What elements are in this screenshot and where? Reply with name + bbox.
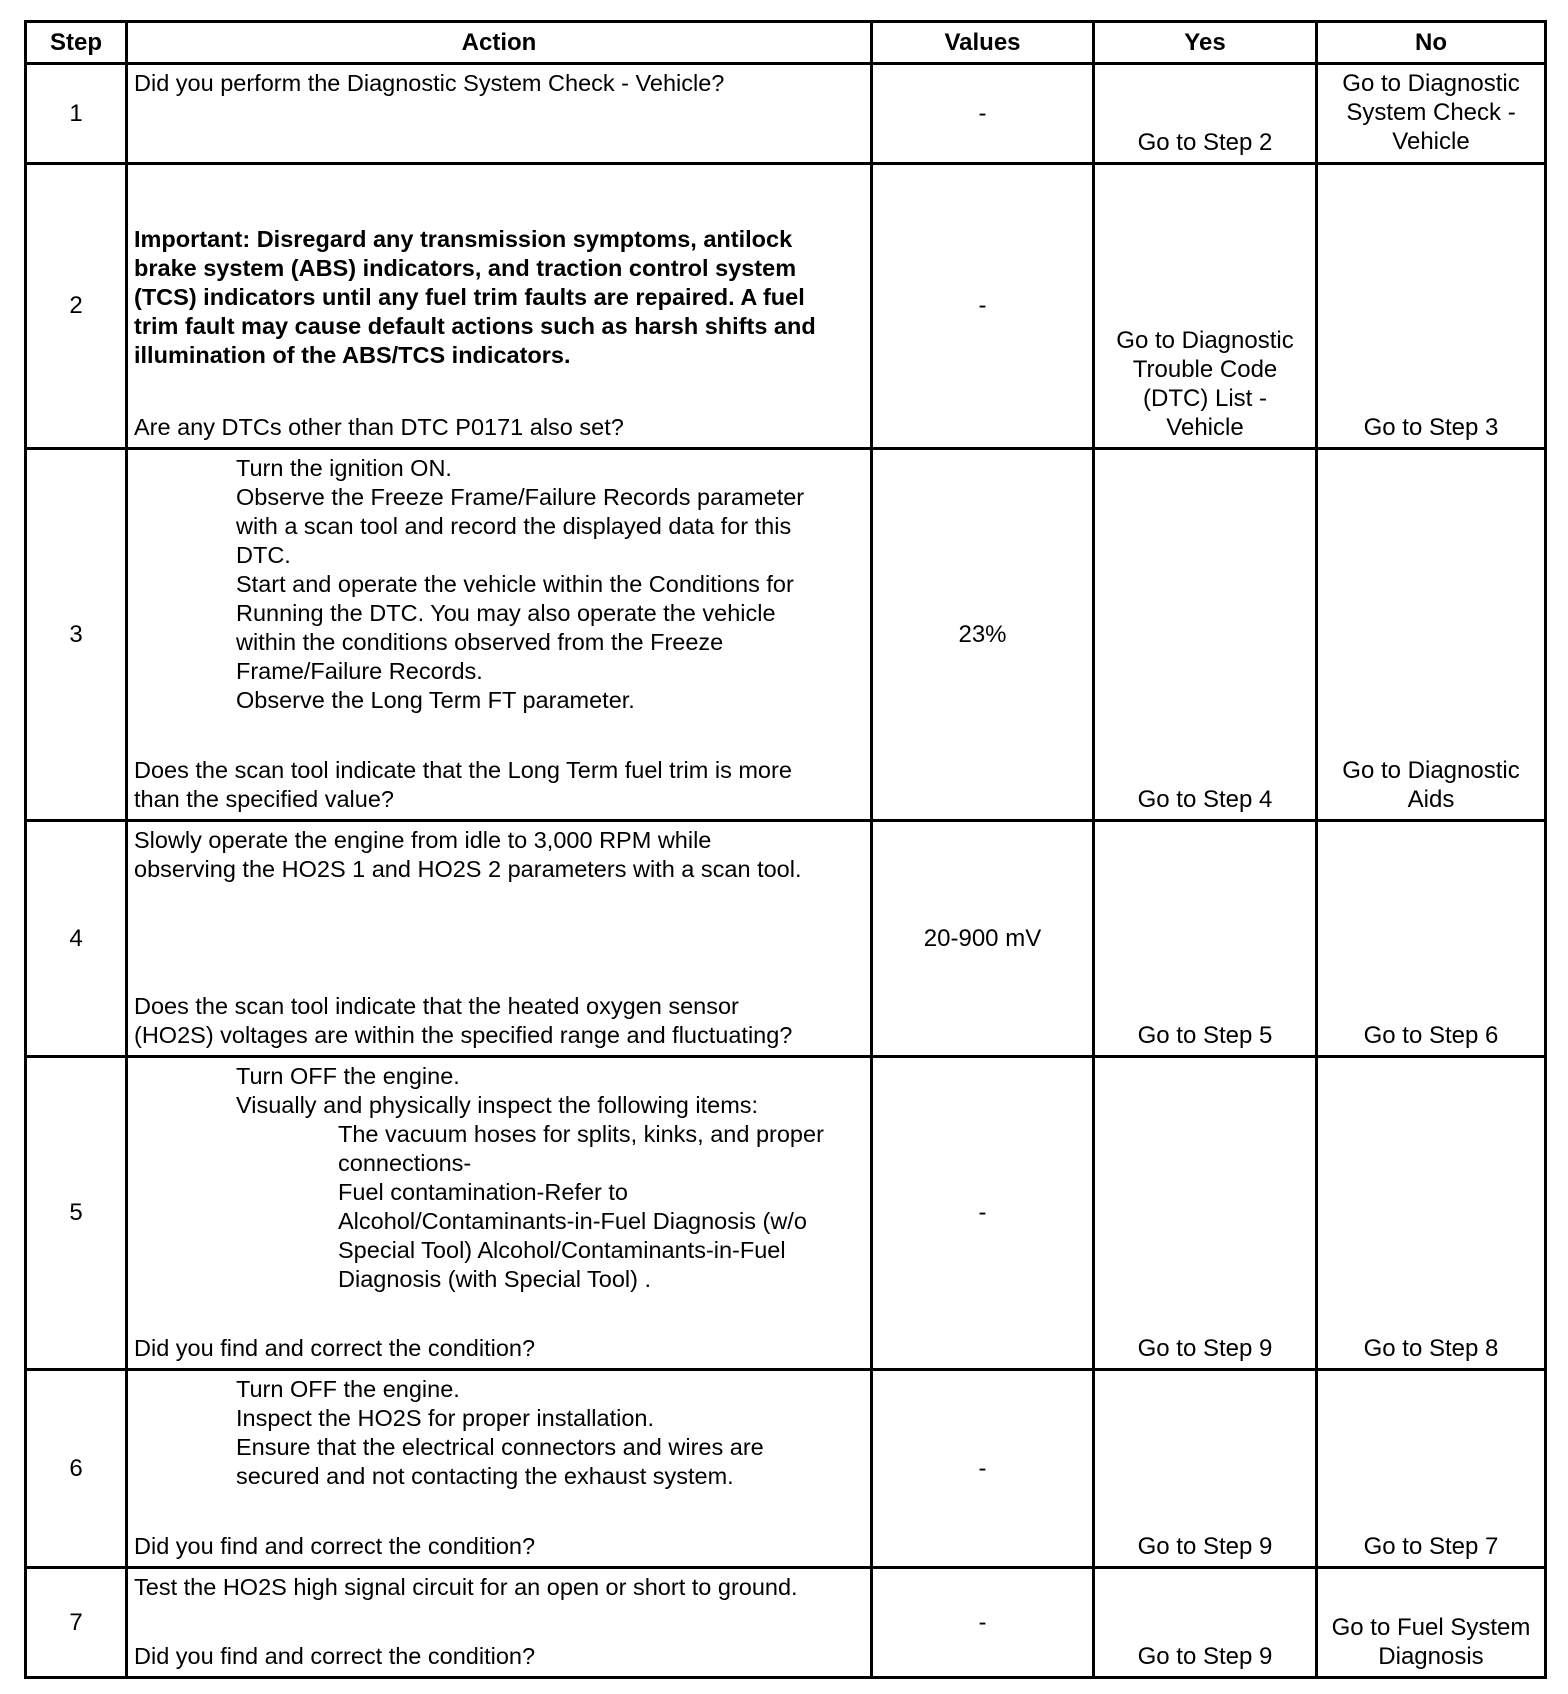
action-question: Did you find and correct the condition? bbox=[134, 1335, 536, 1361]
header-step: Step bbox=[26, 22, 127, 64]
step-number: 3 bbox=[26, 449, 127, 821]
action-cell bbox=[127, 164, 872, 449]
step-number: 2 bbox=[26, 164, 127, 449]
action-cell bbox=[127, 1057, 872, 1370]
step-number: 1 bbox=[26, 64, 127, 164]
action-substeps: The vacuum hoses for splits, kinks, and proper connections- Fuel contamination-Refer to Alcohol/Contaminants-in-Fuel Diagnosis (w/o Special Tool) Alcohol/Contaminants-in-Fuel Diagnosis (with Special Tool) . bbox=[338, 1121, 824, 1292]
important-note: Important: Disregard any transmission symptoms, antilock brake system (ABS) indicators, and traction control system (TCS) indicators until any fuel trim faults are repaired. A fuel trim fault may cause default actions such as harsh shifts and illumination of the ABS/TCS indicators. bbox=[134, 226, 816, 368]
diagnostic-table bbox=[24, 20, 1547, 1679]
action-question: Did you find and correct the condition? bbox=[134, 1643, 536, 1669]
yes-cell: Go to Step 9 bbox=[1094, 1057, 1317, 1370]
action-cell bbox=[127, 821, 872, 1057]
no-cell: Go to Step 7 bbox=[1317, 1370, 1546, 1568]
yes-cell: Go to Diagnostic Trouble Code (DTC) List - Vehicle bbox=[1094, 164, 1317, 449]
no-cell: Go to Step 3 bbox=[1317, 164, 1546, 449]
no-cell: Go to Step 8 bbox=[1317, 1057, 1546, 1370]
header-no: No bbox=[1317, 22, 1546, 64]
action-steps: Turn OFF the engine. Inspect the HO2S for proper installation. Ensure that the electrical connectors and wires are secured and not contacting the exhaust system. bbox=[236, 1376, 764, 1489]
table-row bbox=[26, 1370, 1546, 1568]
header-action: Action bbox=[127, 22, 872, 64]
table-row bbox=[26, 64, 1546, 164]
value-cell: - bbox=[872, 64, 1094, 164]
header-yes: Yes bbox=[1094, 22, 1317, 64]
step-number: 6 bbox=[26, 1370, 127, 1568]
value-cell: - bbox=[872, 1568, 1094, 1678]
header-row bbox=[26, 22, 1546, 64]
action-question: Does the scan tool indicate that the Long Term fuel trim is more than the specified value? bbox=[134, 757, 792, 812]
action-instruction: Slowly operate the engine from idle to 3,000 RPM while observing the HO2S 1 and HO2S 2 parameters with a scan tool. bbox=[134, 827, 802, 882]
action-cell bbox=[127, 1568, 872, 1678]
action-question: Did you perform the Diagnostic System Check - Vehicle? bbox=[134, 70, 725, 96]
table-row bbox=[26, 449, 1546, 821]
no-cell: Go to Diagnostic System Check - Vehicle bbox=[1317, 64, 1546, 164]
action-instruction: Test the HO2S high signal circuit for an open or short to ground. bbox=[134, 1574, 798, 1600]
yes-cell: Go to Step 4 bbox=[1094, 449, 1317, 821]
yes-cell: Go to Step 9 bbox=[1094, 1370, 1317, 1568]
value-cell: - bbox=[872, 164, 1094, 449]
no-cell: Go to Diagnostic Aids bbox=[1317, 449, 1546, 821]
action-cell bbox=[127, 1370, 872, 1568]
table-row bbox=[26, 164, 1546, 449]
table-row bbox=[26, 1057, 1546, 1370]
action-cell bbox=[127, 64, 872, 164]
yes-cell: Go to Step 9 bbox=[1094, 1568, 1317, 1678]
header-values: Values bbox=[872, 22, 1094, 64]
table-row bbox=[26, 1568, 1546, 1678]
action-question: Are any DTCs other than DTC P0171 also set? bbox=[134, 414, 624, 440]
step-number: 4 bbox=[26, 821, 127, 1057]
action-steps: Turn OFF the engine. Visually and physically inspect the following items: The vacuum hoses for splits, kinks, and proper connections- Fuel contamination-Refer to Alcohol/Contaminants-in-Fuel Diagnosis (w/o Special Tool) Alcohol/Contaminants-in-Fuel Diagnosis (with Special Tool) . bbox=[134, 1062, 864, 1294]
step-number: 5 bbox=[26, 1057, 127, 1370]
no-cell: Go to Step 6 bbox=[1317, 821, 1546, 1057]
value-cell: - bbox=[872, 1370, 1094, 1568]
no-cell: Go to Fuel System Diagnosis bbox=[1317, 1568, 1546, 1678]
value-cell: - bbox=[872, 1057, 1094, 1370]
table-row bbox=[26, 821, 1546, 1057]
yes-cell: Go to Step 5 bbox=[1094, 821, 1317, 1057]
action-cell bbox=[127, 449, 872, 821]
yes-cell: Go to Step 2 bbox=[1094, 64, 1317, 164]
value-cell: 20-900 mV bbox=[872, 821, 1094, 1057]
value-cell: 23% bbox=[872, 449, 1094, 821]
action-steps: Turn the ignition ON. Observe the Freeze Frame/Failure Records parameter with a scan tool and record the displayed data for this DTC. Start and operate the vehicle within the Conditions for Running the DTC. You may also operate the vehicle within the conditions observed from the Freeze Frame/Failure Records. Observe the Long Term FT parameter. bbox=[236, 455, 805, 713]
action-question: Does the scan tool indicate that the heated oxygen sensor (HO2S) voltages are within the specified range and fluctuating? bbox=[134, 993, 793, 1048]
step-number: 7 bbox=[26, 1568, 127, 1678]
action-question: Did you find and correct the condition? bbox=[134, 1533, 536, 1559]
